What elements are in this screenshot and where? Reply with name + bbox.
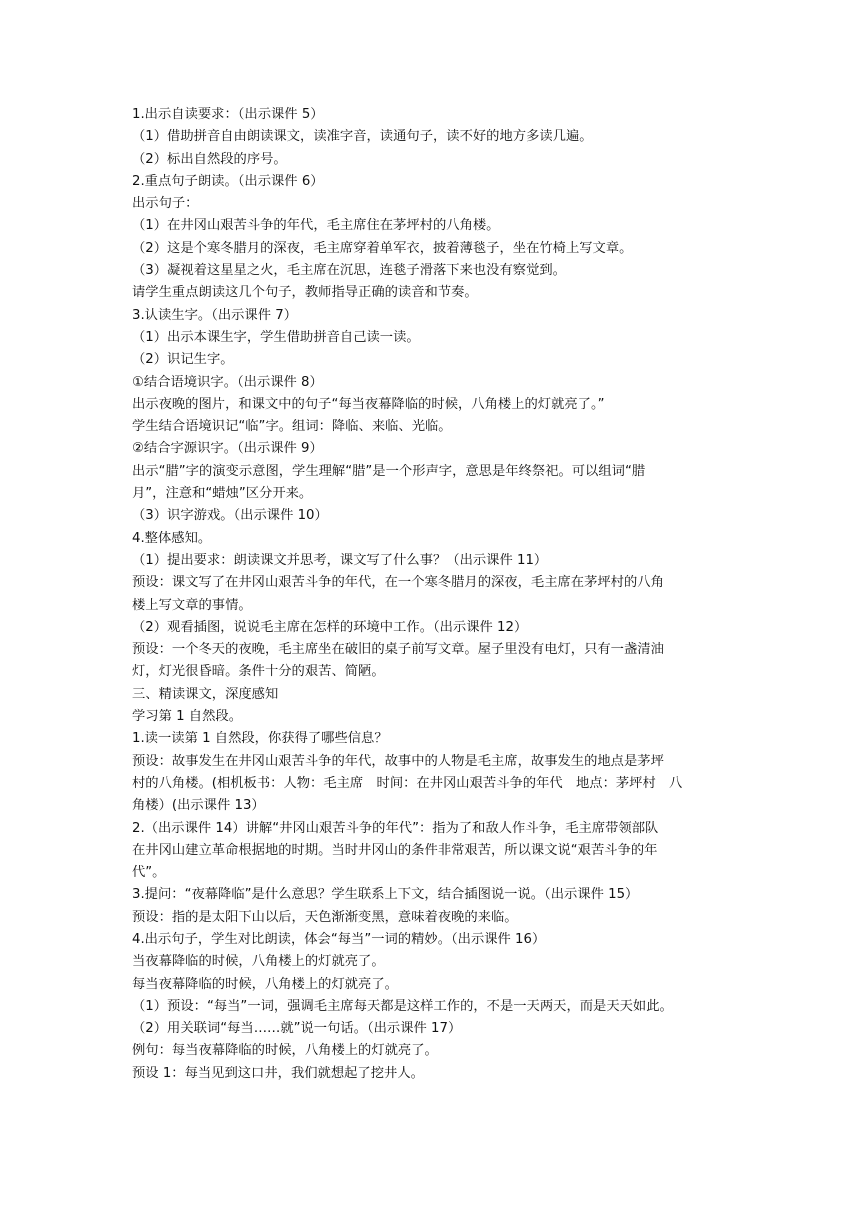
text-line: 角楼）(出示课件 13） [132, 798, 265, 814]
text-line: ①结合语境识字。（出示课件 8） [132, 374, 323, 390]
text-line: 3.提问：“夜幕降临”是什么意思？学生联系上下文，结合插图说一说。（出示课件 15） [132, 887, 639, 903]
text-line: （2）这是个寒冬腊月的深夜，毛主席穿着单军衣，披着薄毯子，坐在竹椅上写文章。 [132, 240, 633, 256]
text-line: 预设：故事发生在井冈山艰苦斗争的年代，故事中的人物是毛主席，故事发生的地点是茅坪 [132, 753, 664, 769]
text-line: ②结合字源识字。（出示课件 9） [132, 441, 323, 457]
text-line: （1）出示本课生字，学生借助拼音自己读一读。 [132, 329, 420, 345]
text-line: （3）凝视着这星星之火，毛主席在沉思，连毯子滑落下来也没有察觉到。 [132, 263, 566, 279]
text-line: 3.认读生字。（出示课件 7） [132, 307, 297, 323]
text-line: 出示句子： [132, 196, 199, 212]
text-line: 在井冈山建立革命根据地的时期。当时井冈山的条件非常艰苦，所以课文说“艰苦斗争的年 [132, 842, 658, 858]
text-line: 每当夜幕降临的时候，八角楼上的灯就亮了。 [132, 976, 398, 992]
text-line: 2.重点句子朗读。（出示课件 6） [132, 173, 324, 189]
text-line: 出示夜晚的图片，和课文中的句子“每当夜幕降临的时候，八角楼上的灯就亮了。” [132, 396, 605, 412]
section-heading: 三、精读课文，深度感知 [132, 686, 279, 702]
text-line: 学生结合语境识记“临”字。组词：降临、来临、光临。 [132, 419, 452, 435]
text-line: （1）提出要求：朗读课文并思考，课文写了什么事？（出示课件 11） [132, 552, 548, 568]
text-line: 预设 1：每当见到这口井，我们就想起了挖井人。 [132, 1065, 424, 1081]
text-line: （1）借助拼音自由朗读课文，读准字音，读通句子，读不好的地方多读几遍。 [132, 129, 593, 145]
text-line: 例句：每当夜幕降临的时候，八角楼上的灯就亮了。 [132, 1043, 438, 1059]
text-line: 楼上写文章的事情。 [132, 597, 252, 613]
text-line: 1.读一读第 1 自然段，你获得了哪些信息？ [132, 731, 388, 747]
text-line: （2）用关联词“每当……就”说一句话。（出示课件 17） [132, 1021, 462, 1037]
text-line: （2）识记生字。 [132, 352, 234, 368]
text-line: 灯，灯光很昏暗。条件十分的艰苦、简陋。 [132, 664, 385, 680]
text-line: （2）观看插图，说说毛主席在怎样的环境中工作。（出示课件 12） [132, 619, 528, 635]
text-line: 村的八角楼。(相机板书：人物：毛主席 时间：在井冈山艰苦斗争的年代 地点：茅坪村 八 [132, 775, 683, 791]
text-line: 预设：课文写了在井冈山艰苦斗争的年代，在一个寒冬腊月的深夜，毛主席在茅坪村的八角 [132, 575, 664, 591]
text-line: 学习第 1 自然段。 [132, 709, 242, 725]
text-line: （3）识字游戏。（出示课件 10） [132, 508, 328, 524]
text-line: 出示“腊”字的演变示意图，学生理解“腊”是一个形声字，意思是年终祭祀。可以组词“腊 [132, 463, 646, 479]
text-line: 1.出示自读要求：（出示课件 5） [132, 107, 324, 122]
text-line: 代”。 [132, 865, 166, 881]
text-line: （2）标出自然段的序号。 [132, 151, 287, 167]
text-line: 月”，注意和“蜡烛”区分开来。 [132, 486, 313, 502]
text-line: 4.出示句子，学生对比朗读，体会“每当”一词的精妙。（出示课件 16） [132, 931, 546, 947]
text-line: 预设：指的是太阳下山以后，天色渐渐变黑，意味着夜晚的来临。 [132, 909, 518, 925]
text-line: 请学生重点朗读这几个句子，教师指导正确的读音和节奏。 [132, 285, 478, 301]
text-line: 当夜幕降临的时候，八角楼上的灯就亮了。 [132, 954, 385, 970]
text-line: （1）在井冈山艰苦斗争的年代，毛主席住在茅坪村的八角楼。 [132, 218, 500, 234]
document-body [132, 104, 732, 1085]
text-line: 2.（出示课件 14）讲解“井冈山艰苦斗争的年代”：指为了和敌人作斗争，毛主席带领部队 [132, 820, 659, 836]
text-line: 4.整体感知。 [132, 530, 212, 546]
text-line: 预设：一个冬天的夜晚，毛主席坐在破旧的桌子前写文章。屋子里没有电灯，只有一盏清油 [132, 642, 664, 658]
text-line: （1）预设：“每当”一词，强调毛主席每天都是这样工作的，不是一天两天，而是天天如此。 [132, 998, 673, 1014]
